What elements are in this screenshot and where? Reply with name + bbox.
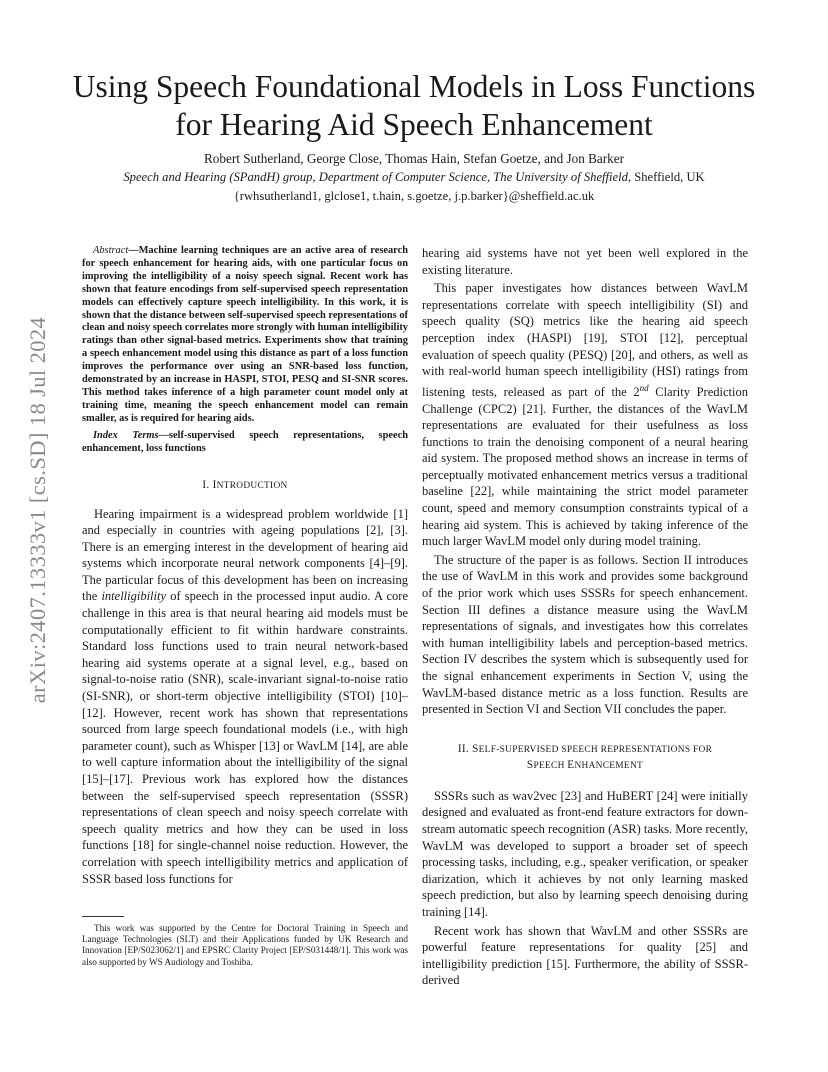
- section-numeral: I. I: [202, 478, 217, 491]
- affiliation: [60, 170, 768, 185]
- section-heading-introduction: [82, 478, 408, 494]
- index-terms-lead: Index Terms: [93, 429, 159, 441]
- author-emails: {rwhsutherland1, glclose1, t.hain, s.goetze, j.p.barker}@sheffield.ac.uk: [233, 189, 595, 203]
- sssr-paragraph-2: Recent work has shown that WavLM and other SSSRs are powerful feature representations for quality [25] and intelligibility prediction [15]. Furthermore, the ability of SSSR-derived: [422, 923, 748, 988]
- index-terms-text: —self-supervised speech representations, speech enhancement, loss functions: [82, 429, 408, 454]
- affiliation-group: Speech and Hearing (SPandH) group, Department of Computer Science, The University of Sheffield: [123, 170, 628, 184]
- section2-heading-line2: [422, 758, 748, 774]
- arxiv-identifier-sidebar: [18, 300, 58, 720]
- funding-footnote: This work was supported by the Centre for Doctoral Training in Speech and Language Technologies (SLT) and their Applications funded by UK Research and Innovation [EP/S023062/1] and EPSRC Clarity Project [EP/S031448/1]. This work was also supported by WS Audiology and Toshiba.: [82, 923, 408, 967]
- abstract-lead: Abstract: [93, 245, 129, 256]
- section2-numeral: II. S: [457, 742, 479, 755]
- intro-p1-part-a: Hearing impairment is a widespread problem worldwide [1] and especially in countries with ageing populations [2], [3]. There is an emerging interest in the development of hearing aid systems which incorporate neural network components [4]–[9]. The particular focus of this development has been on increasing the: [82, 506, 408, 604]
- section2-title-part1: ELF-SUPERVISED SPEECH REPRESENTATIONS FOR: [478, 744, 713, 755]
- section2-title-initial-s: S: [526, 758, 534, 771]
- section2-title-peech: PEECH: [533, 760, 568, 771]
- abstract-text: —Machine learning techniques are an active area of research for speech enhancement for hearing aids, with one particular focus on improving the intelligibility of a noisy speech signal. Recent work has shown that feature encodings from self-supervised speech representation models can effectively capture speech intelligibility. In this work, it is shown that the distance between self-supervised speech representations of clean and noisy speech correlates more strongly with human intelligibility ratings than other signal-based metrics. Experiments show that training a speech enhancement model using this distance as part of a loss function improves the performance over using an SNR-based loss function, demonstrated by an increase in HASPI, STOI, PESQ and SI-SNR scores. This method takes inference of a high parameter count model only at training time, meaning the speech enhancement model can remain smaller, as is required for hearing aids.: [82, 245, 408, 424]
- paper-title: Using Speech Foundational Models in Loss Functions for Hearing Aid Speech Enhancement: [72, 69, 756, 142]
- left-column: [82, 245, 408, 887]
- section-title-smallcaps: NTRODUCTION: [216, 480, 288, 491]
- section-heading-sssr: [422, 742, 748, 774]
- arxiv-id-text: arXiv:2407.13333v1 [cs.SD] 18 Jul 2024: [25, 316, 50, 704]
- index-terms: [82, 430, 408, 456]
- footnote-rule: [82, 916, 124, 917]
- affiliation-city: , Sheffield, UK: [627, 170, 705, 184]
- intro-p1-part-b: of speech in the processed input audio. A core challenge in this area is that neural hearing aid models must be computationally efficient to fit within hardware constraints. Standard loss functions used to train neural network-based hearing aid systems operate at a signal level, e.g., based on signal-to-noise ratio (SNR), scale-invariant signal-to-noise ratio (SI-SNR), or short-term objective intelligibility (STOI) [10]–[12]. However, recent work has shown that representations sourced from large speech foundational models (i.e., with high parameter count), such as Whisper [13] or WavLM [14], are able to well capture information about the intelligibility of the signal [15]–[17]. Previous work has explored how the distances between the self-supervised speech representation (SSSR) representations of clean speech and noisy speech correlate with speech quality metrics and how they can be used in loss functions [18] for single-channel noise reduction. However, the correlation with speech intelligibility metrics and application of SSSR based loss functions for: [82, 589, 408, 886]
- intro-p2-part-a: This paper investigates how distances between WavLM representations correlate with speech intelligibility (SI) and speech quality (SQ) metrics like the hearing aid speech perception index (HASPI) [19], STOI [12], perceptual evaluation of speech quality (PESQ) [20], and others, as well as with real-world human speech intelligibility (HSI) ratings from listening tests, released as part of the 2: [422, 281, 748, 399]
- intro-p2-part-b: Clarity Prediction Challenge (CPC2) [21]. Further, the distances of the WavLM representations are evaluated for their usefulness as loss functions to train the denoising component of a neural hearing aid system. The proposed method shows an increase in terms of perceptually motivated enhancement metrics versus a traditional baseline [22], while maintaining the strict model parameter count, speed and memory consumption constraints typical of a hearing aid system. This is achieved by taking inference of the much larger WavLM model only during model training.: [422, 384, 748, 549]
- section2-title-initial-e: E: [567, 758, 575, 771]
- intro-paragraph-1-continued: hearing aid systems have not yet been well explored in the existing literature.: [422, 246, 748, 277]
- sssr-paragraph-1: SSSRs such as wav2vec [23] and HuBERT [24] were initially designed and evaluated as front-end feature extractors for down-stream automatic speech recognition (ASR) tasks. More recently, WavLM was developed to support a broader set of speech processing tasks, including, e.g., speaker verification, or speaker diarization, which it achieves by not only learning masked speech prediction, but also by learning speech denoising during training [14].: [422, 788, 748, 919]
- intro-paragraph-3: The structure of the paper is as follows. Section II introduces the use of WavLM in this work and provides some background of the prior work which uses SSSRs for speech enhancement. Section III defines a distance measure using the WavLM representations of signals, and investigates how this correlates with human intelligibility labels and perception-based metrics. Section IV describes the system which is subsequently used for the signal enhancement experiments in Section V, using the WavLM-based distance metric as a loss function. Results are presented in Section VI and Section VII concludes the paper.: [422, 552, 748, 717]
- section2-title-nhancement: NHANCEMENT: [574, 760, 644, 771]
- intro-paragraph-2: [422, 280, 748, 550]
- author-list: Robert Sutherland, George Close, Thomas Hain, Stefan Goetze, and Jon Barker: [204, 151, 624, 166]
- section2-heading-line1: [422, 742, 748, 758]
- right-column: [422, 245, 748, 989]
- intro-paragraph-1: [82, 506, 408, 888]
- intro-p1-emphasis: intelligibility: [101, 589, 167, 604]
- abstract: [82, 245, 408, 426]
- intro-p2-superscript: nd: [639, 382, 649, 393]
